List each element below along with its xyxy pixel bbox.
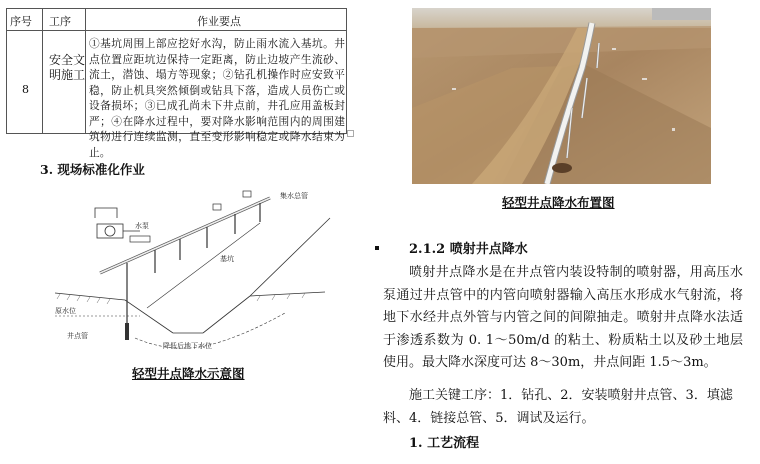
- header-process: 工序: [49, 15, 71, 28]
- pit-top-edge: [250, 218, 330, 296]
- pit-slope-right: [203, 296, 250, 333]
- section-bullet: [375, 246, 379, 250]
- photo-caption: 轻型井点降水布置图: [502, 195, 615, 210]
- pit-slope-left: [125, 300, 173, 333]
- filter-section: [125, 323, 129, 340]
- diagram-caption: 轻型井点降水示意图: [132, 366, 245, 381]
- header-points: 作业要点: [197, 15, 241, 28]
- process-flow-heading: 1. 工艺流程: [409, 436, 480, 451]
- header-number: 序号: [10, 15, 32, 28]
- row-process: 安全文明施工: [48, 53, 85, 82]
- construction-table: [6, 8, 347, 159]
- label-well-pipe: 井点管: [67, 332, 88, 340]
- label-lowered-water: 降低后地下水位: [163, 342, 212, 350]
- pit-inner-edge: [147, 223, 260, 308]
- label-pit: 基坑: [220, 255, 234, 263]
- well-point-diagram: [55, 188, 355, 358]
- row-number: 8: [22, 83, 29, 96]
- section3-heading: 3. 现场标准化作业: [40, 162, 145, 177]
- section-212-paragraph: 喷射井点降水是在井点管内装设特制的喷射器，用高压水泵通过井点管中的内管向喷射器输入高压水形成水气射流，将地下水经井点外管与内管之间的间隙抽走。喷射井点降水法适于渗透系数为 0. 1～50m/d 的粘土、粉质粘土以及砂土地层使用。最大降水深度可达 8～30m，井点间距 1.5～3m。: [383, 265, 743, 370]
- label-header-pipe: 集水总管: [280, 192, 308, 200]
- row-points: ①基坑周围上部应挖好水沟，防止雨水流入基坑。井点位置应距坑边保持一定距离，防止边坡产生流砂、流土，潜蚀、塌方等现象；②钻孔机操作时应安致平稳，防止机具突然倾倒或钻具下落，造成人员伤亡或设备损坏；③已成孔尚未下井点前，井孔应用盖板封严；④在降水过程中，要对降水影响范围内的周围建筑物进行连续监测，直至变形影响稳定或降水结束为止。: [89, 37, 345, 159]
- label-original-water: 原水位: [55, 307, 76, 315]
- section-212-title: 2.1.2 喷射井点降水: [409, 242, 528, 257]
- table-end-marker: [347, 130, 354, 137]
- site-photo: [412, 8, 711, 184]
- section-212-key-steps: 施工关键工序：1．钻孔、2．安装喷射井点管、3．填滤料、4．链接总管、5．调试及运行。: [383, 388, 733, 426]
- label-pump: 水泵: [135, 222, 149, 230]
